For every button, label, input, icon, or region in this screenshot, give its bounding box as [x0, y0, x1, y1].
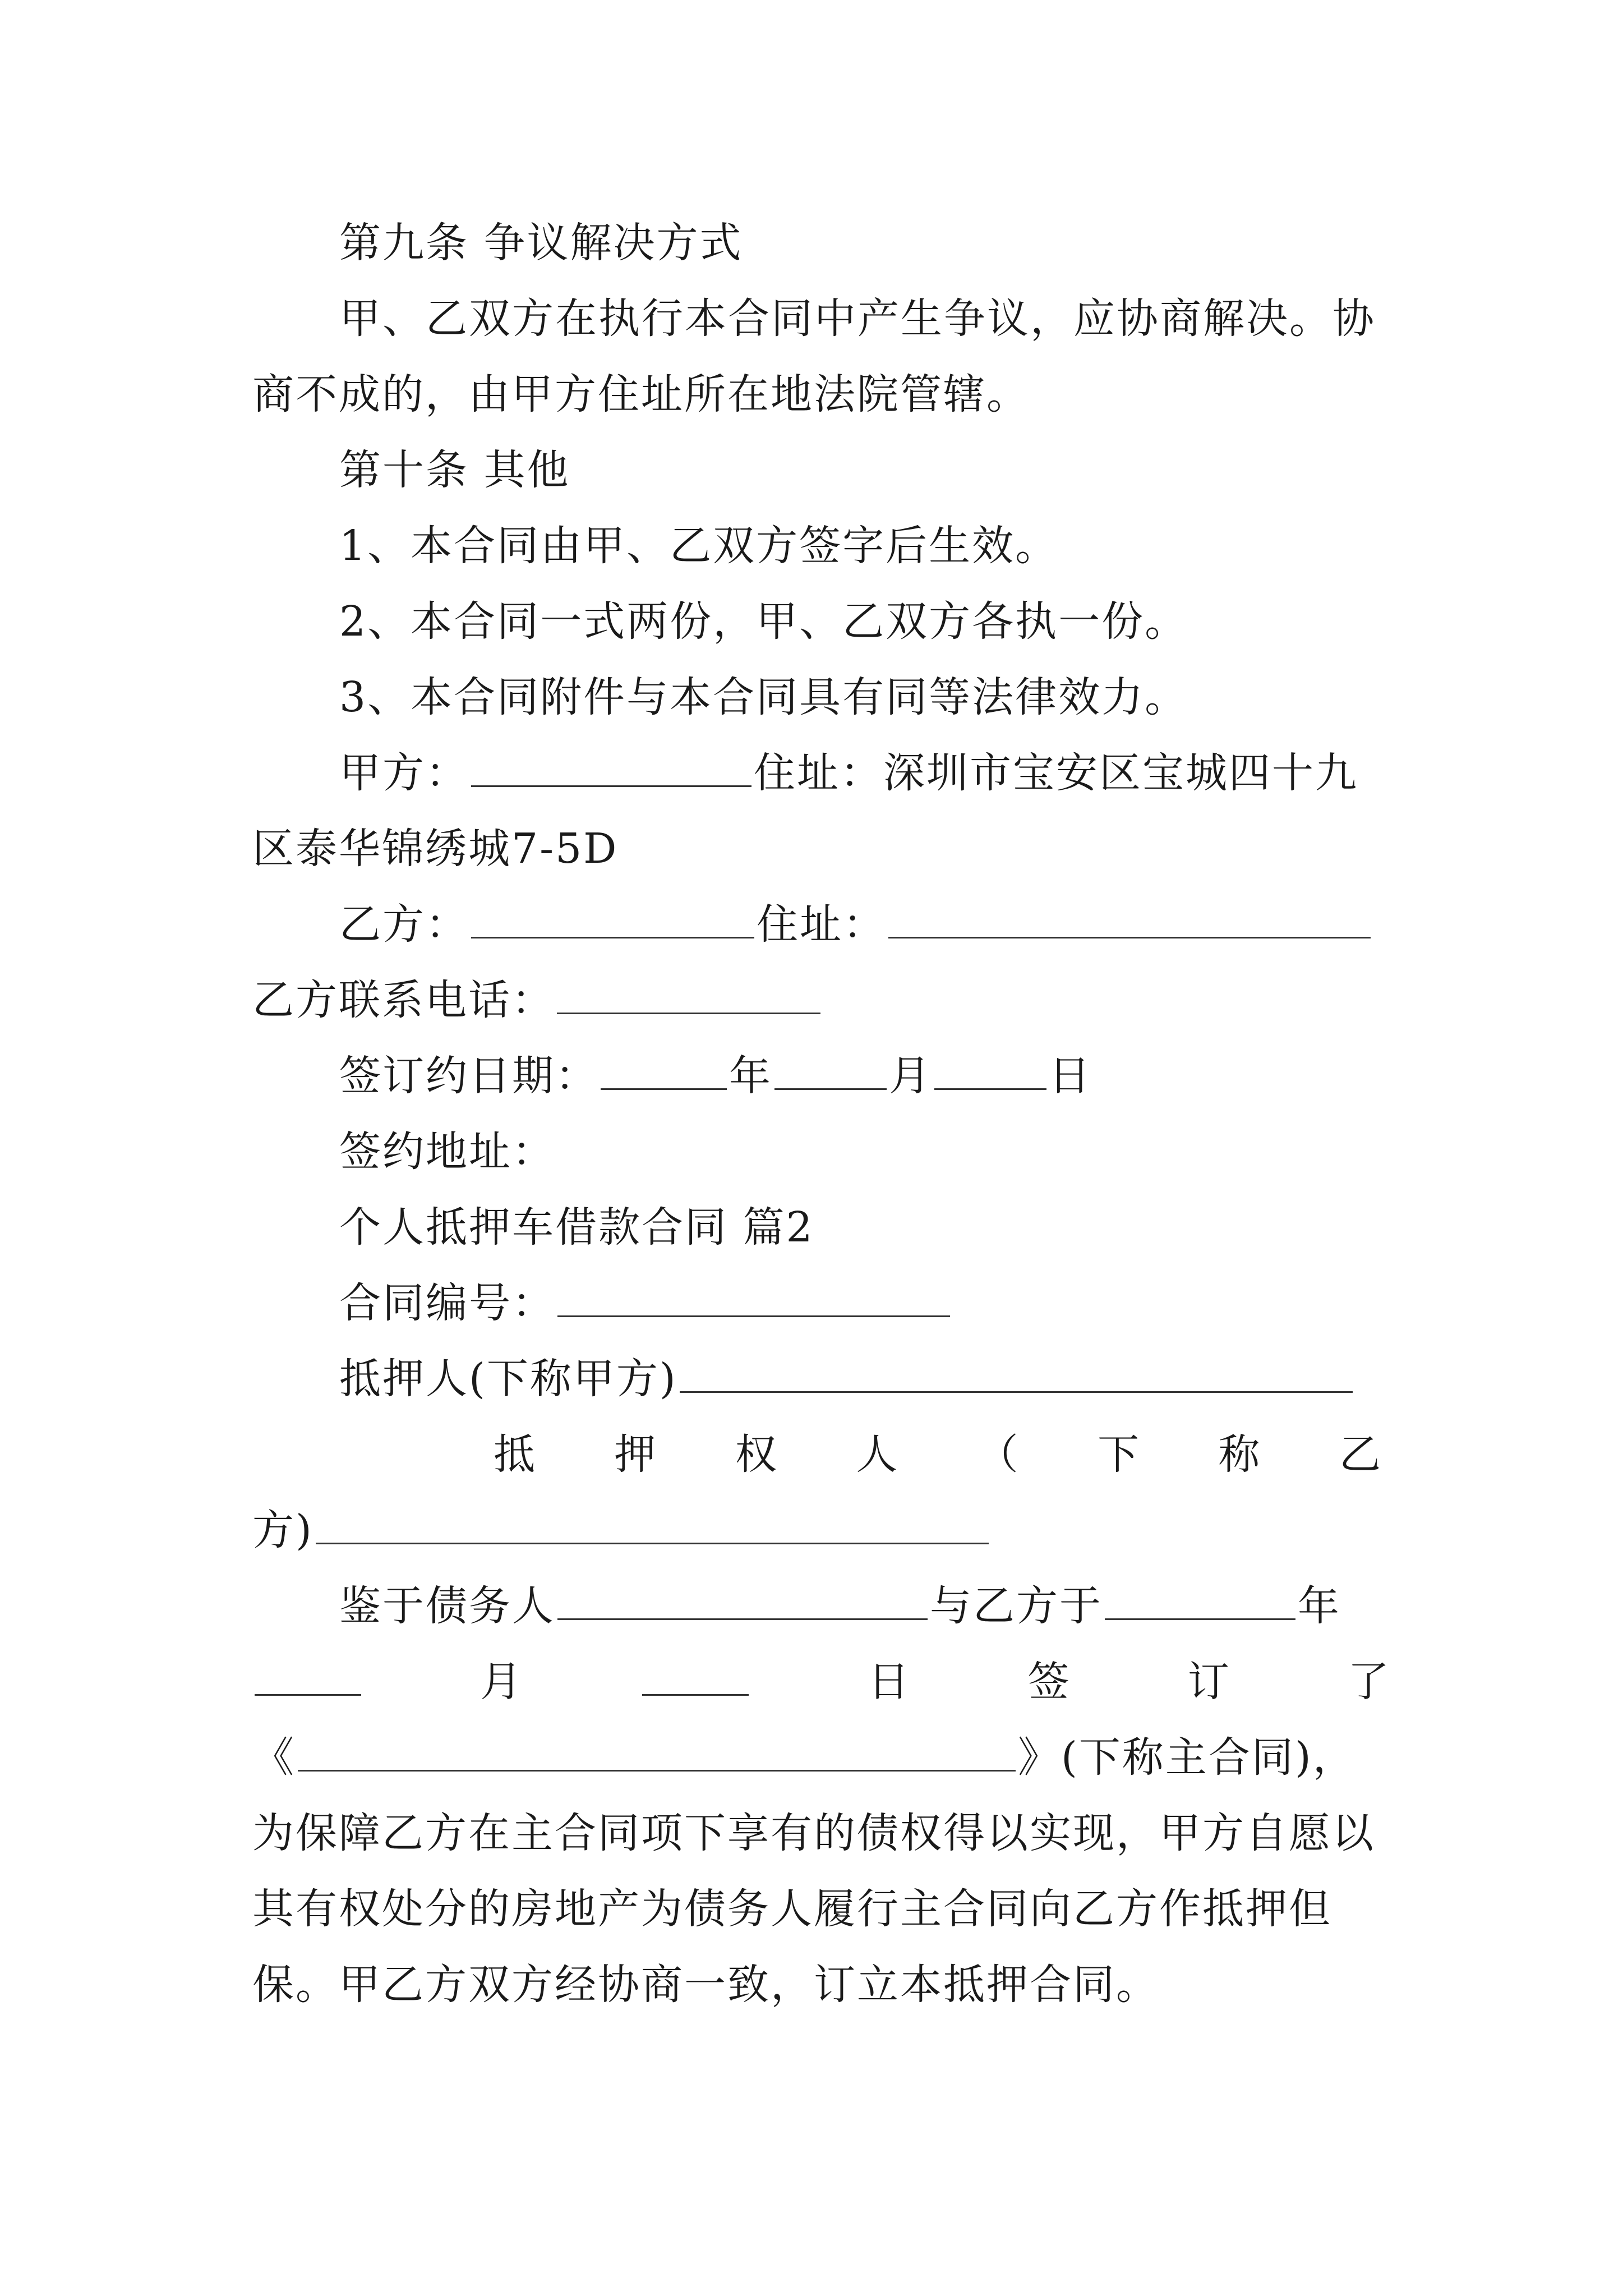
article-10-item — [339, 583, 1391, 660]
bracket-open: 《 — [252, 1733, 296, 1782]
mortgagee-char: 权 — [735, 1430, 778, 1479]
paragraph-text: 商不成的，由甲方住址所在地法院管辖。 — [252, 370, 1030, 418]
preamble-paragraph-line — [252, 1947, 1391, 2023]
preamble-year-label: 年 — [1298, 1582, 1341, 1630]
article-9-paragraph-line — [252, 356, 1391, 432]
party-b-blank[interactable] — [471, 895, 754, 938]
contract-2-title — [339, 1189, 1391, 1266]
party-a-line — [339, 735, 1391, 811]
mortgagee-char: 抵 — [494, 1430, 537, 1479]
preamble-date-line — [252, 1644, 1391, 1720]
contract-number-line — [339, 1265, 1391, 1341]
sign-place-label: 签约地址： — [339, 1128, 555, 1176]
month-label: 月 — [889, 1052, 932, 1100]
contract-number-label: 合同编号： — [339, 1279, 555, 1327]
year-label: 年 — [729, 1052, 772, 1100]
preamble-line — [339, 1568, 1391, 1644]
preamble-char: 订 — [1187, 1658, 1231, 1706]
mortgagee-char: 称 — [1218, 1430, 1262, 1479]
debtor-blank[interactable] — [557, 1577, 928, 1620]
party-b-address-blank[interactable] — [888, 895, 1371, 938]
article-9-heading — [339, 205, 1391, 281]
sign-place-line — [339, 1114, 1391, 1190]
party-a-label: 甲方： — [339, 749, 469, 797]
mortgagee-char: 押 — [614, 1430, 658, 1479]
heading-text: 第十条 其他 — [339, 446, 570, 494]
preamble-char: 日 — [868, 1658, 911, 1706]
mortgagee-cont: 方) — [252, 1506, 313, 1554]
party-b-label: 乙方： — [339, 900, 469, 949]
article-9-paragraph-line — [339, 280, 1391, 357]
title-text: 个人抵押车借款合同 篇2 — [339, 1203, 814, 1251]
paragraph-text: 甲、乙双方在执行本合同中产生争议，应协商解决。协 — [339, 295, 1376, 343]
month-blank[interactable] — [774, 1047, 887, 1090]
preamble-month-blank[interactable] — [255, 1653, 361, 1696]
preamble-month-label: 月 — [480, 1658, 524, 1706]
mortgagee-char: 下 — [1098, 1430, 1141, 1479]
item-text: 3、本合同附件与本合同具有同等法律效力。 — [339, 673, 1188, 721]
preamble-year-blank[interactable] — [1105, 1577, 1295, 1620]
contract-number-blank[interactable] — [557, 1274, 950, 1317]
preamble-paragraph-line — [252, 1795, 1391, 1871]
paragraph-text: 为保障乙方在主合同项下享有的债权得以实现，甲方自愿以 — [252, 1809, 1375, 1857]
party-a-address-line — [252, 811, 1391, 887]
article-10-item — [339, 508, 1391, 584]
article-10-heading — [339, 432, 1391, 508]
main-contract-line — [252, 1719, 1391, 1796]
party-b-address-label: 住址： — [757, 900, 886, 949]
preamble-char: 了 — [1347, 1658, 1391, 1706]
year-blank[interactable] — [601, 1047, 727, 1090]
preamble-char: 签 — [1027, 1658, 1071, 1706]
party-b-phone-blank[interactable] — [557, 971, 820, 1014]
party-a-address: 区泰华锦绣城7-5D — [252, 825, 619, 873]
party-a-blank[interactable] — [471, 744, 751, 787]
party-a-address-label: 住址：深圳市宝安区宝城四十九 — [754, 749, 1358, 797]
party-b-phone-line — [252, 962, 1391, 1038]
item-text: 2、本合同一式两份，甲、乙双方各执一份。 — [339, 597, 1188, 646]
day-label: 日 — [1049, 1052, 1092, 1100]
mortgagee-char: 人 — [856, 1430, 900, 1479]
item-text: 1、本合同由甲、乙双方签字后生效。 — [339, 522, 1059, 570]
sign-date-line — [339, 1038, 1391, 1114]
mortgagee-line — [494, 1416, 1382, 1493]
party-b-line — [339, 886, 1391, 963]
mortgagor-blank[interactable] — [680, 1350, 1353, 1393]
article-10-item — [339, 659, 1391, 735]
bracket-close-text: 》(下称主合同)， — [1018, 1733, 1356, 1782]
preamble-text: 鉴于债务人 — [339, 1582, 555, 1630]
day-blank[interactable] — [934, 1047, 1046, 1090]
mortgagor-label: 抵押人(下称甲方) — [339, 1355, 677, 1403]
preamble-paragraph-line — [252, 1871, 1391, 1947]
mortgagee-char: 乙 — [1339, 1430, 1382, 1479]
party-b-phone-label: 乙方联系电话： — [252, 976, 555, 1024]
preamble-day-blank[interactable] — [642, 1653, 749, 1696]
heading-text: 第九条 争议解决方式 — [339, 219, 743, 267]
paragraph-text: 其有权处分的房地产为债务人履行主合同向乙方作抵押但 — [252, 1885, 1332, 1933]
main-contract-blank[interactable] — [298, 1728, 1016, 1772]
sign-date-label: 签订约日期： — [339, 1052, 598, 1100]
mortgagee-cont-line — [252, 1492, 1391, 1568]
mortgagor-line — [339, 1341, 1391, 1417]
mortgagee-char: （ — [976, 1430, 1020, 1479]
mortgagee-blank[interactable] — [316, 1501, 989, 1544]
preamble-text: 与乙方于 — [930, 1582, 1103, 1630]
paragraph-text: 保。甲乙方双方经协商一致，订立本抵押合同。 — [252, 1961, 1159, 2009]
